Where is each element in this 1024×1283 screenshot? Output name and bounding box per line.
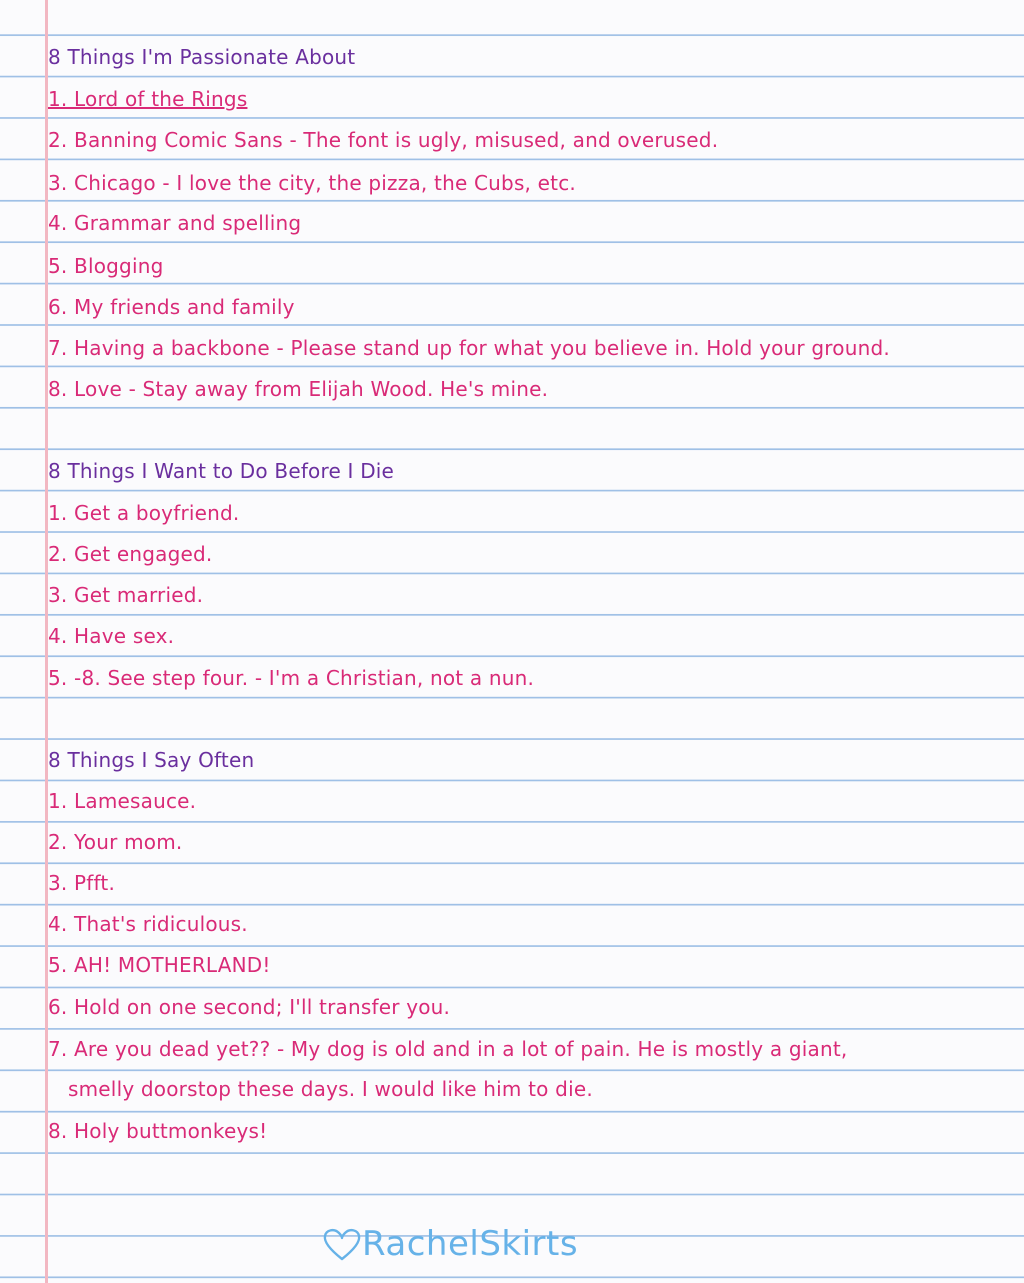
list-item: 5. AH! MOTHERLAND! <box>48 953 271 977</box>
list-item: 1. Lamesauce. <box>48 789 197 813</box>
list-item: 5. -8. See step four. - I'm a Christian, not a nun. <box>48 666 535 690</box>
list-item: 4. Grammar and spelling <box>48 211 302 235</box>
list-item: 8. Love - Stay away from Elijah Wood. He's mine. <box>48 377 549 401</box>
heart-icon <box>322 1226 362 1262</box>
list-item: 3. Pfft. <box>48 871 116 895</box>
list-item: 6. Hold on one second; I'll transfer you. <box>48 995 451 1019</box>
list-item <box>48 86 247 112</box>
list-item-continuation: smelly doorstop these days. I would like him to die. <box>68 1077 593 1101</box>
section-heading-passionate: 8 Things I'm Passionate About <box>48 45 356 69</box>
section-heading-before-i-die: 8 Things I Want to Do Before I Die <box>48 459 395 483</box>
list-item: 3. Get married. <box>48 583 204 607</box>
list-item: 7. Are you dead yet?? - My dog is old and in a lot of pain. He is mostly a giant, <box>48 1037 848 1061</box>
list-item: 6. My friends and family <box>48 295 295 319</box>
list-item: 5. Blogging <box>48 254 164 278</box>
section-heading-say-often: 8 Things I Say Often <box>48 748 255 772</box>
list-item: 2. Banning Comic Sans - The font is ugly, misused, and overused. <box>48 128 719 152</box>
list-item: 2. Your mom. <box>48 830 183 854</box>
list-item: 2. Get engaged. <box>48 542 213 566</box>
underlined-item-text: 1. Lord of the Rings <box>48 87 248 111</box>
signature <box>322 1224 578 1264</box>
list-item: 8. Holy buttmonkeys! <box>48 1119 268 1143</box>
list-item: 4. Have sex. <box>48 624 175 648</box>
list-item: 1. Get a boyfriend. <box>48 501 240 525</box>
signature-text: RachelSkirts <box>362 1224 579 1264</box>
list-item: 4. That's ridiculous. <box>48 912 248 936</box>
list-item: 7. Having a backbone - Please stand up for what you believe in. Hold your ground. <box>48 336 890 360</box>
list-item: 3. Chicago - I love the city, the pizza, the Cubs, etc. <box>48 171 576 195</box>
